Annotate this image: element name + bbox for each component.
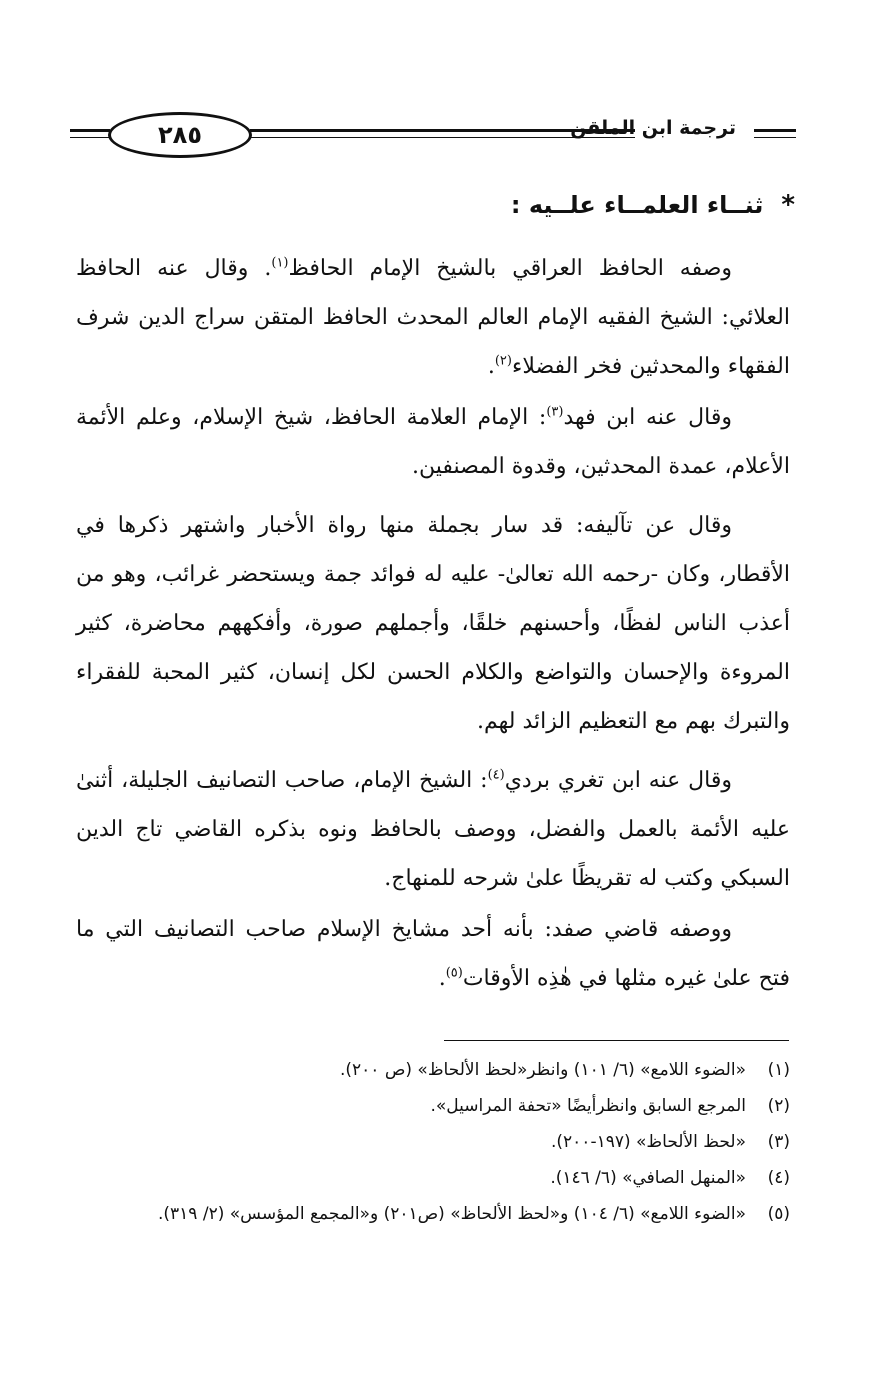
footnote-text: «الضوء اللامع» (٦/ ١٠١) وانظر«لحظ الألحاظ» (ص ٢٠٠). bbox=[339, 1060, 746, 1080]
paragraph-1 bbox=[76, 244, 790, 391]
footnote-separator bbox=[444, 1040, 789, 1041]
paragraph-text: : الإمام العلامة الحافظ، شيخ الإسلام، وعلم الأئمة الأعلام، عمدة المحدثين، وقدوة المصنفين. bbox=[76, 405, 790, 479]
footnote-number: (٥) bbox=[767, 1204, 790, 1224]
footnote-text: «المنهل الصافي» (٦/ ١٤٦). bbox=[550, 1168, 746, 1188]
section-heading-text: ثنــاء العلمــاء علــيه : bbox=[510, 191, 764, 219]
footnote-text: المرجع السابق وانظرأيضًا «تحفة المراسيل». bbox=[430, 1096, 746, 1116]
footnote-ref: (١) bbox=[271, 255, 289, 271]
footnote-ref: (٢) bbox=[494, 353, 512, 369]
paragraph-text: وقال عنه ابن تغري بردي bbox=[504, 768, 732, 793]
footnote-ref: (٥) bbox=[445, 965, 463, 981]
paragraph-text: . وقال عنه الحافظ العلائي: الشيخ الفقيه الإمام العالم المحدث الحافظ المتقن سراج الدين شرف الفقهاء والمحدثين فخر الفضلاء bbox=[76, 256, 790, 379]
footnote-5 bbox=[76, 1196, 790, 1232]
footnote-1 bbox=[76, 1052, 790, 1088]
footnote-number: (٣) bbox=[767, 1132, 790, 1152]
running-header bbox=[70, 108, 796, 164]
running-title: ترجمة ابن الملقن bbox=[570, 117, 736, 139]
body-text bbox=[76, 244, 790, 1013]
paragraph-text: وقال عنه ابن فهد bbox=[563, 405, 732, 430]
paragraph-text: . bbox=[487, 354, 495, 379]
footnote-2 bbox=[76, 1088, 790, 1124]
footnote-number: (١) bbox=[767, 1060, 790, 1080]
footnote-number: (٢) bbox=[767, 1096, 790, 1116]
paragraph-text: : الشيخ الإمام، صاحب التصانيف الجليلة، أثنىٰ عليه الأئمة بالعمل والفضل، ووصف بالحافظ ونوه بذكره القاضي تاج الدين السبكي وكتب له تقريظًا علىٰ شرحه للمنهاج. bbox=[76, 768, 790, 891]
paragraph-text: ووصفه قاضي صفد: بأنه أحد مشايخ الإسلام صاحب التصانيف التي ما فتح علىٰ غيره مثلها في هٰذِه الأوقات bbox=[76, 917, 790, 991]
paragraph-3 bbox=[76, 501, 790, 746]
footnote-4 bbox=[76, 1160, 790, 1196]
paragraph-5 bbox=[76, 905, 790, 1003]
star-icon: * bbox=[781, 190, 795, 220]
paragraph-4 bbox=[76, 756, 790, 903]
section-heading bbox=[511, 190, 795, 220]
footnote-ref: (٣) bbox=[546, 404, 564, 420]
paragraph-2 bbox=[76, 393, 790, 491]
page-number-badge bbox=[108, 112, 252, 158]
footnote-number: (٤) bbox=[767, 1168, 790, 1188]
paragraph-text: وصفه الحافظ العراقي بالشيخ الإمام الحافظ bbox=[288, 256, 733, 281]
paragraph-text: وقال عن تآليفه: قد سار بجملة منها رواة الأخبار واشتهر ذكرها في الأقطار، وكان -رحمه الله تعالىٰ- عليه له فوائد جمة ويستحضر غرائب، وهو من أعذب الناس لفظًا، وأحسنهم خلقًا، وأجملهم صورة، وأفكههم محاضرة، كثير المروءة والإحسان والتواضع والكلام الحسن لكل إنسان، كثير المحبة للفقراء والتبرك بهم مع التعظيم الزائد لهم. bbox=[76, 513, 790, 734]
header-rule-left bbox=[70, 129, 110, 143]
footnotes bbox=[76, 1052, 790, 1232]
footnote-text: «لحظ الألحاظ» (١٩٧-٢٠٠). bbox=[550, 1132, 746, 1152]
paragraph-text: . bbox=[438, 966, 446, 991]
footnote-ref: (٤) bbox=[487, 767, 505, 783]
footnote-text: «الضوء اللامع» (٦/ ١٠٤) و«لحظ الألحاظ» (ص٢٠١) و«المجمع المؤسس» (٢/ ٣١٩). bbox=[157, 1204, 746, 1224]
footnote-3 bbox=[76, 1124, 790, 1160]
page-number: ٢٨٥ bbox=[158, 121, 202, 149]
header-rule-right bbox=[754, 129, 796, 143]
